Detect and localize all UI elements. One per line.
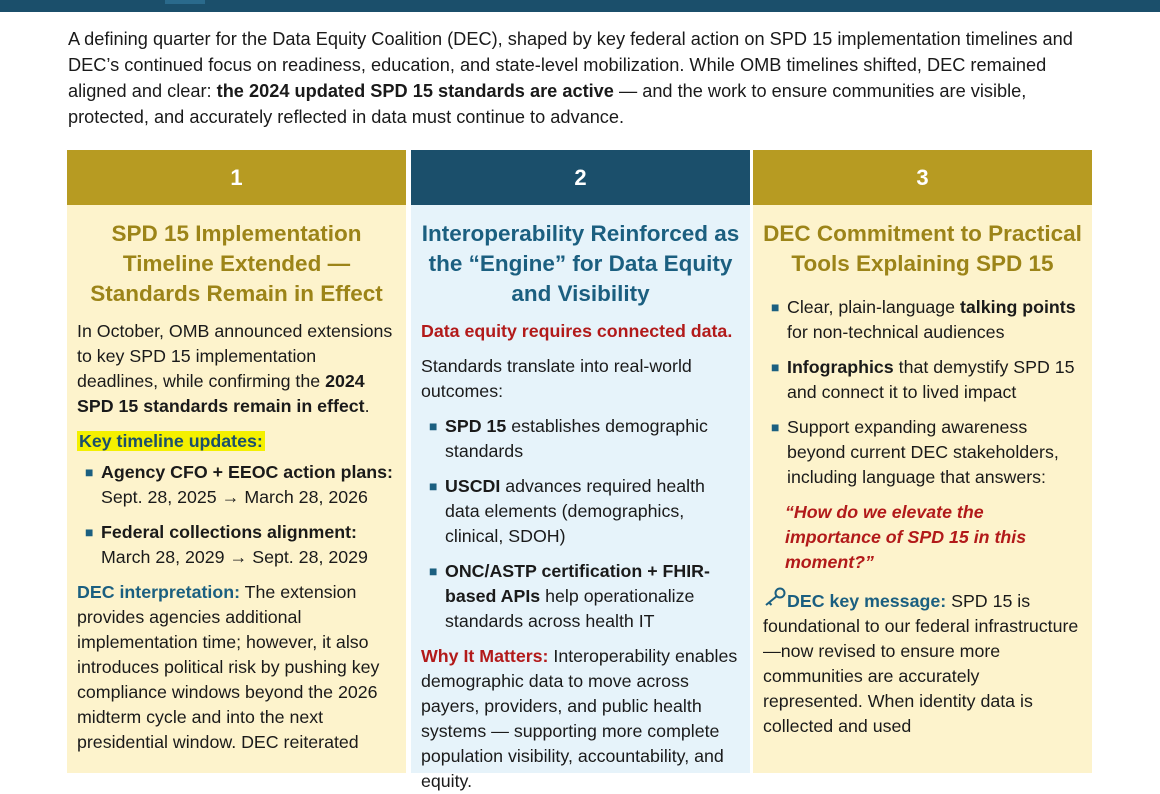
list-item (421, 559, 740, 634)
key-label: DEC key message: (787, 591, 947, 611)
tools-list (763, 295, 1082, 490)
item-bold: Federal collections alignment: (101, 522, 357, 542)
item-bold: Agency CFO + EEOC action plans: (101, 462, 393, 482)
item-bold: talking points (960, 297, 1076, 317)
column-1 (67, 150, 406, 773)
item-text: for non-technical audiences (787, 322, 1005, 342)
interpretation-label: DEC interpretation: (77, 582, 241, 602)
item-bold: Infographics (787, 357, 894, 377)
item-text: advances required health data elements (demographics, clinical, SDOH) (445, 476, 705, 546)
item-text: help operationalize standards across health IT (445, 586, 695, 631)
paragraph: Standards translate into real-world outcomes: (421, 356, 692, 401)
item-bold: ONC/ASTP certification + FHIR-based APIs (445, 561, 710, 606)
bold-text: 2024 SPD 15 standards remain in effect (77, 371, 365, 416)
column-title: SPD 15 Implementation Timeline Extended — Standards Remain in Effect (90, 221, 383, 306)
item-pre: Support expanding awareness beyond current DEC stakeholders, including language that answers: (787, 417, 1059, 487)
why-paragraph (421, 644, 740, 794)
list-item (763, 415, 1082, 490)
paragraph-end: . (364, 396, 370, 416)
intro-bold: the 2024 updated SPD 15 standards are active (216, 81, 614, 101)
why-label: Why It Matters: (421, 646, 549, 666)
item-bold: SPD 15 (445, 416, 507, 436)
item-text: Sept. 28, 2025 → March 28, 2026 (101, 487, 368, 507)
list-item (763, 355, 1082, 405)
list-item (77, 520, 396, 570)
column-2 (411, 150, 750, 791)
intro-text-end: — and the work to ensure communities are visible, protected, and accurately reflected in data must continue to advance. (68, 81, 1027, 127)
square-bullet-icon: ■ (429, 478, 438, 494)
column-body (67, 309, 406, 755)
list-item (421, 414, 740, 464)
column-number: 3 (753, 150, 1092, 205)
standards-list (421, 414, 740, 634)
interpretation-paragraph (77, 580, 396, 755)
intro-text: A defining quarter for the Data Equity Coalition (DEC), shaped by key federal action on SPD 15 implementation timelines and DEC’s continued focus on readiness, education, and state-level mobilization. While OMB timelines shifted, DEC remained aligned and clear: (68, 29, 1073, 101)
column-body (411, 309, 750, 794)
header-band (0, 0, 1160, 12)
list-item (763, 295, 1082, 345)
column-number: 1 (67, 150, 406, 205)
square-bullet-icon: ■ (85, 524, 94, 540)
red-lead (421, 319, 740, 344)
item-pre: Clear, plain-language (787, 297, 960, 317)
item-text: March 28, 2029 → Sept. 28, 2029 (101, 547, 368, 567)
item-text: establishes demographic standards (445, 416, 708, 461)
red-lead-text: Data equity requires connected data. (421, 321, 733, 341)
quote: “How do we elevate the importance of SPD 15 in this moment?” (785, 502, 1027, 572)
square-bullet-icon: ■ (771, 359, 780, 375)
intro-paragraph (68, 26, 1098, 130)
why-text: Interoperability enables demographic data to move across payers, providers, and public health systems — supporting more complete population visibility, accountability, and equity. (421, 646, 738, 791)
list-item (421, 474, 740, 549)
highlight-heading: Key timeline updates: (79, 431, 263, 451)
list-item (77, 460, 396, 510)
column-body (753, 279, 1092, 739)
intro-text (77, 319, 396, 419)
header-sliver (165, 0, 205, 4)
square-bullet-icon: ■ (771, 299, 780, 315)
key-icon (763, 587, 787, 607)
column-3 (753, 150, 1092, 773)
timeline-list (77, 460, 396, 570)
column-title: Interoperability Reinforced as the “Engine” for Data Equity and Visibility (421, 221, 740, 306)
square-bullet-icon: ■ (429, 418, 438, 434)
key-message (763, 587, 1082, 739)
key-text: SPD 15 is foundational to our federal infrastructure—now revised to ensure more communities are accurately represented. When identity data is collected and used (763, 591, 1079, 736)
column-title: DEC Commitment to Practical Tools Explaining SPD 15 (763, 221, 1082, 276)
square-bullet-icon: ■ (429, 563, 438, 579)
item-bold: USCDI (445, 476, 501, 496)
paragraph-text: In October, OMB announced extensions to key SPD 15 implementation deadlines, while confirming the (77, 321, 393, 391)
square-bullet-icon: ■ (771, 419, 780, 435)
square-bullet-icon: ■ (85, 464, 94, 480)
item-text: that demystify SPD 15 and connect it to lived impact (787, 357, 1075, 402)
interpretation-text: The extension provides agencies additional implementation time; however, it also introduces political risk by pushing key compliance windows beyond the 2026 midterm cycle and into the next presidential window. DEC reiterated (77, 582, 380, 752)
column-number: 2 (411, 150, 750, 205)
